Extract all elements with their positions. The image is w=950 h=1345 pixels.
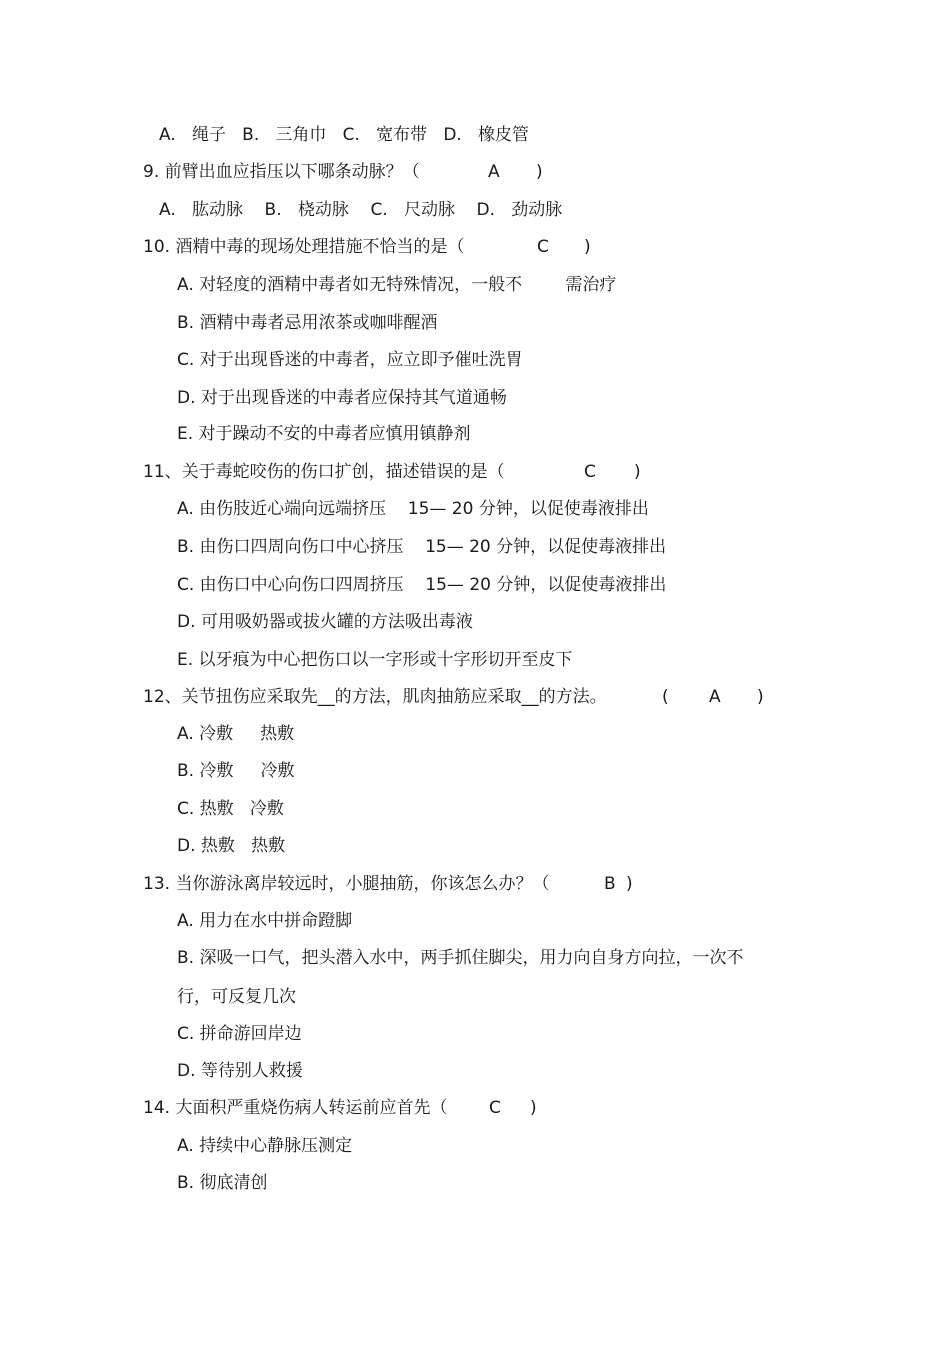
q10-question: 10. 酒精中毒的现场处理措施不恰当的是（	[143, 237, 465, 257]
q12-option-c: C. 热敷 冷敷	[177, 799, 284, 819]
q12-option-b: B. 冷敷 冷敷	[177, 761, 295, 781]
q11-option-c: C. 由伤口中心向伤口四周挤压 15— 20 分钟，以促使毒液排出	[177, 575, 667, 595]
q10-close-paren: )	[584, 237, 591, 257]
q11-answer: C	[584, 462, 596, 482]
q14-answer: C	[489, 1098, 501, 1118]
q13-option-b: B. 深吸一口气，把头潜入水中，两手抓住脚尖，用力向自身方向拉，一次不	[177, 948, 744, 968]
q14-option-a: A. 持续中心静脉压测定	[177, 1136, 353, 1156]
q13-option-b-continued: 行，可反复几次	[177, 987, 296, 1007]
q9-question: 9. 前臂出血应指压以下哪条动脉？（	[143, 162, 420, 182]
q11-question: 11、关于毒蛇咬伤的伤口扩创，描述错误的是（	[143, 462, 505, 482]
q12-open-paren: (	[662, 687, 669, 707]
q13-option-a: A. 用力在水中拼命蹬脚	[177, 911, 353, 931]
q11-close-paren: )	[634, 462, 641, 482]
q9-options: A. 肱动脉 B. 桡动脉 C. 尺动脉 D. 劲动脉	[159, 200, 563, 220]
q8-options: A. 绳子 B. 三角巾 C. 宽布带 D. 橡皮管	[159, 125, 530, 145]
q11-option-d: D. 可用吸奶器或拔火罐的方法吸出毒液	[177, 612, 473, 632]
q10-option-c: C. 对于出现昏迷的中毒者，应立即予催吐洗胃	[177, 350, 523, 370]
q9-close-paren: )	[536, 162, 543, 182]
q14-question: 14. 大面积严重烧伤病人转运前应首先（	[143, 1098, 448, 1118]
q13-option-d: D. 等待别人救援	[177, 1061, 303, 1081]
q13-question: 13. 当你游泳离岸较远时，小腿抽筋，你该怎么办？（	[143, 874, 550, 894]
q9-answer: A	[488, 162, 500, 182]
q12-answer: A	[709, 687, 721, 707]
q14-close-paren: )	[530, 1098, 537, 1118]
q13-close-paren: )	[626, 874, 633, 894]
q10-option-a: A. 对轻度的酒精中毒者如无特殊情况，一般不 需治疗	[177, 275, 617, 295]
q11-option-e: E. 以牙痕为中心把伤口以一字形或十字形切开至皮下	[177, 650, 573, 670]
q12-question: 12、关节扭伤应采取先__的方法，肌肉抽筋应采取__的方法。	[143, 687, 607, 707]
q14-option-b: B. 彻底清创	[177, 1173, 268, 1193]
q10-option-d: D. 对于出现昏迷的中毒者应保持其气道通畅	[177, 388, 507, 408]
q11-option-a: A. 由伤肢近心端向远端挤压 15— 20 分钟，以促使毒液排出	[177, 499, 649, 519]
q12-option-d: D. 热敷 热敷	[177, 836, 286, 856]
q11-option-b: B. 由伤口四周向伤口中心挤压 15— 20 分钟，以促使毒液排出	[177, 537, 667, 557]
q12-close-paren: )	[757, 687, 764, 707]
q13-option-c: C. 拼命游回岸边	[177, 1024, 302, 1044]
q13-answer: B	[604, 874, 616, 894]
q12-option-a: A. 冷敷 热敷	[177, 724, 295, 744]
q10-option-e: E. 对于躁动不安的中毒者应慎用镇静剂	[177, 424, 471, 444]
q10-answer: C	[537, 237, 549, 257]
q10-option-b: B. 酒精中毒者忌用浓茶或咖啡醒酒	[177, 313, 438, 333]
